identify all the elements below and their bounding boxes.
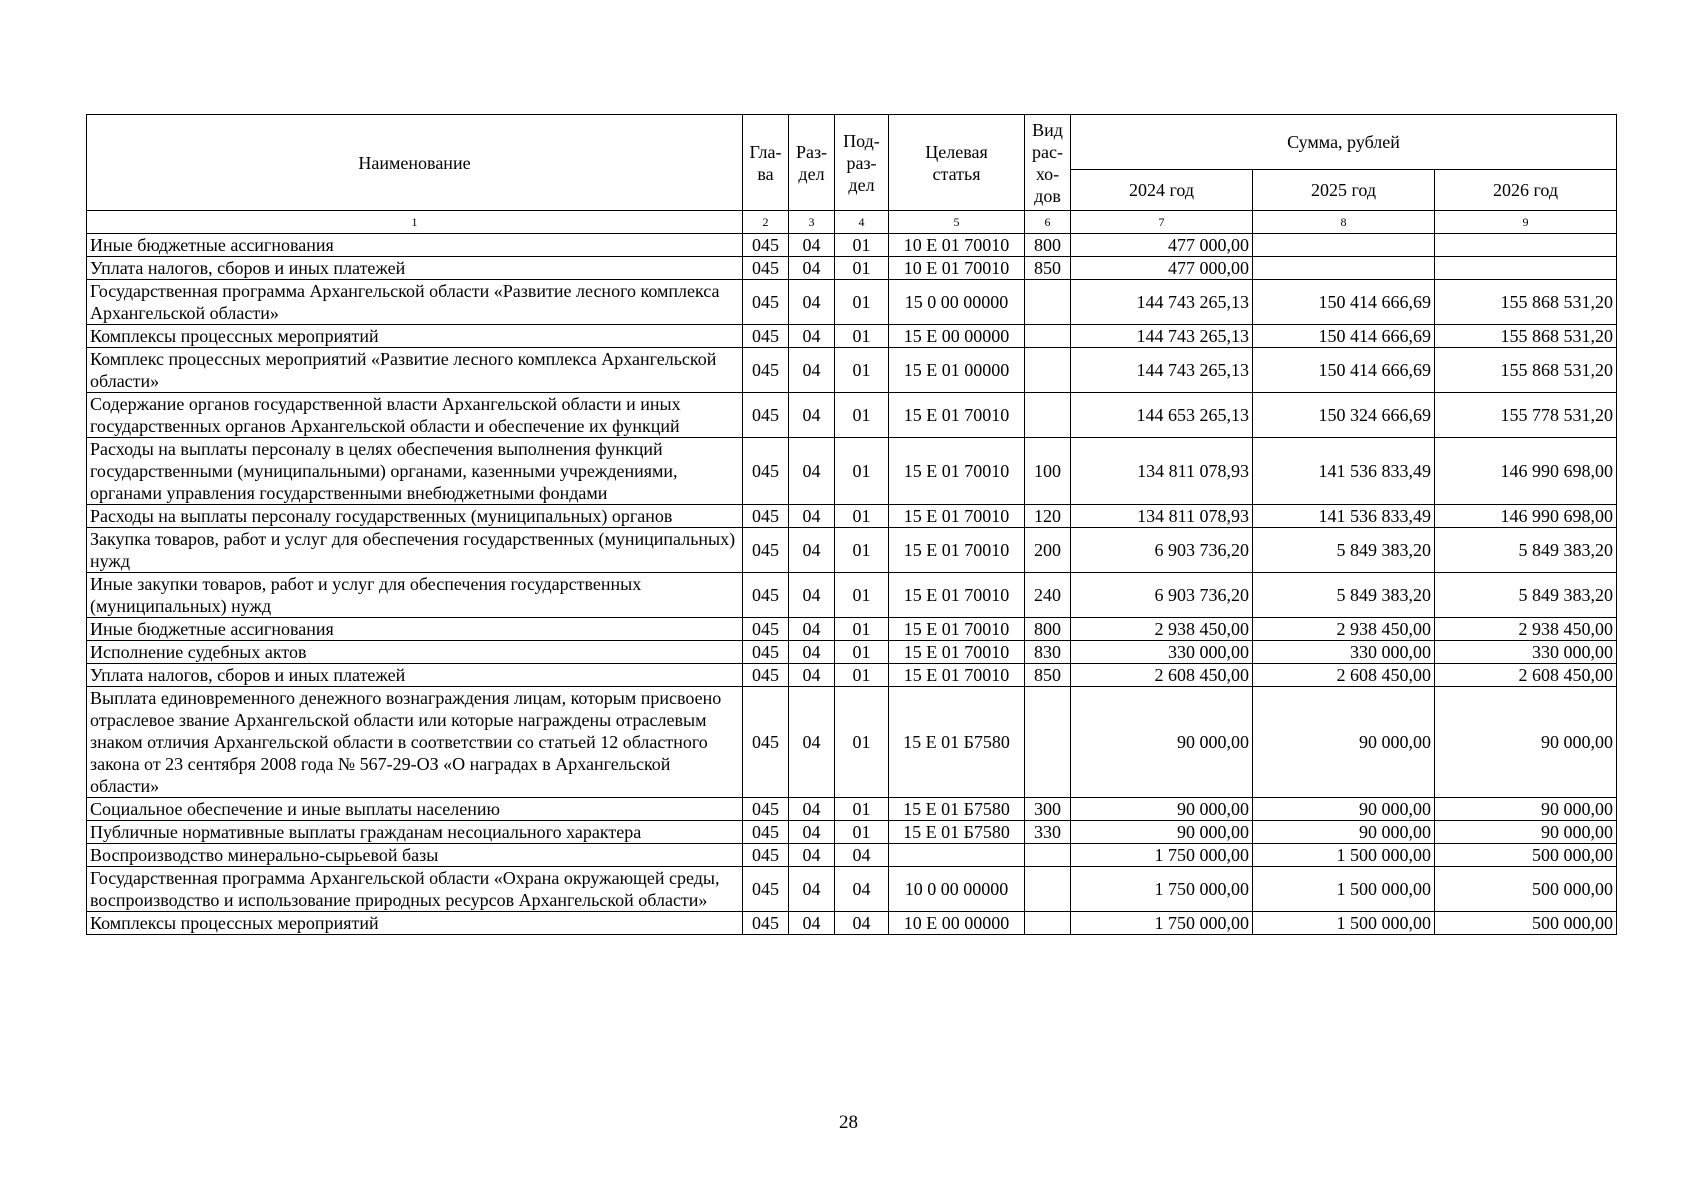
header-year-2025: 2025 год [1253, 170, 1435, 211]
table-row [87, 325, 1617, 348]
cell-amount-2025: 150 414 666,69 [1253, 325, 1435, 348]
cell-name: Уплата налогов, сборов и иных платежей [87, 664, 743, 687]
cell-amount-2026: 146 990 698,00 [1435, 505, 1617, 528]
cell-section: 04 [789, 641, 835, 664]
cell-subsection: 04 [835, 844, 889, 867]
cell-amount-2026: 5 849 383,20 [1435, 528, 1617, 573]
column-number: 9 [1435, 211, 1617, 234]
cell-expense-type [1025, 844, 1071, 867]
header-chapter: Гла- ва [743, 115, 789, 211]
cell-amount-2026: 500 000,00 [1435, 844, 1617, 867]
cell-target: 15 Е 01 Б7580 [889, 821, 1025, 844]
cell-amount-2025: 150 414 666,69 [1253, 348, 1435, 393]
cell-name: Закупка товаров, работ и услуг для обеспечения государственных (муниципальных) нужд [87, 528, 743, 573]
cell-target: 15 Е 01 70010 [889, 438, 1025, 505]
cell-chapter: 045 [743, 257, 789, 280]
cell-section: 04 [789, 257, 835, 280]
cell-amount-2024: 144 743 265,13 [1071, 280, 1253, 325]
cell-amount-2026: 146 990 698,00 [1435, 438, 1617, 505]
cell-amount-2025: 141 536 833,49 [1253, 438, 1435, 505]
cell-name: Воспроизводство минерально-сырьевой базы [87, 844, 743, 867]
table-row [87, 505, 1617, 528]
cell-amount-2024: 90 000,00 [1071, 687, 1253, 798]
cell-expense-type: 300 [1025, 798, 1071, 821]
cell-amount-2024: 134 811 078,93 [1071, 438, 1253, 505]
cell-subsection: 04 [835, 912, 889, 935]
cell-expense-type: 100 [1025, 438, 1071, 505]
cell-chapter: 045 [743, 348, 789, 393]
table-body [87, 234, 1617, 935]
cell-target: 10 Е 00 00000 [889, 912, 1025, 935]
cell-section: 04 [789, 687, 835, 798]
cell-chapter: 045 [743, 573, 789, 618]
cell-name: Расходы на выплаты персоналу государственных (муниципальных) органов [87, 505, 743, 528]
cell-target: 15 Е 00 00000 [889, 325, 1025, 348]
cell-amount-2025: 5 849 383,20 [1253, 528, 1435, 573]
cell-subsection: 01 [835, 641, 889, 664]
header-name: Наименование [87, 115, 743, 211]
cell-target: 15 0 00 00000 [889, 280, 1025, 325]
column-number: 3 [789, 211, 835, 234]
table-row [87, 912, 1617, 935]
column-number: 4 [835, 211, 889, 234]
cell-section: 04 [789, 844, 835, 867]
table-row [87, 528, 1617, 573]
cell-expense-type: 800 [1025, 618, 1071, 641]
cell-amount-2026: 500 000,00 [1435, 867, 1617, 912]
cell-amount-2024: 2 608 450,00 [1071, 664, 1253, 687]
cell-subsection: 01 [835, 821, 889, 844]
cell-chapter: 045 [743, 821, 789, 844]
cell-expense-type [1025, 348, 1071, 393]
cell-target: 15 Е 01 Б7580 [889, 687, 1025, 798]
table-row [87, 798, 1617, 821]
cell-target: 15 Е 01 70010 [889, 641, 1025, 664]
column-number: 2 [743, 211, 789, 234]
cell-chapter: 045 [743, 505, 789, 528]
cell-amount-2024: 330 000,00 [1071, 641, 1253, 664]
cell-section: 04 [789, 867, 835, 912]
header-subsection: Под- раз- дел [835, 115, 889, 211]
header-year-2024: 2024 год [1071, 170, 1253, 211]
cell-amount-2026: 90 000,00 [1435, 798, 1617, 821]
cell-section: 04 [789, 912, 835, 935]
cell-amount-2025: 5 849 383,20 [1253, 573, 1435, 618]
cell-target: 15 Е 01 70010 [889, 505, 1025, 528]
cell-section: 04 [789, 573, 835, 618]
cell-amount-2026: 500 000,00 [1435, 912, 1617, 935]
cell-section: 04 [789, 280, 835, 325]
cell-subsection: 01 [835, 393, 889, 438]
cell-amount-2025: 2 938 450,00 [1253, 618, 1435, 641]
header-year-2026: 2026 год [1435, 170, 1617, 211]
cell-amount-2025: 90 000,00 [1253, 821, 1435, 844]
cell-target: 15 Е 01 70010 [889, 618, 1025, 641]
cell-amount-2026: 90 000,00 [1435, 821, 1617, 844]
header-target: Целевая статья [889, 115, 1025, 211]
cell-section: 04 [789, 438, 835, 505]
cell-chapter: 045 [743, 234, 789, 257]
cell-amount-2026: 330 000,00 [1435, 641, 1617, 664]
cell-name: Иные бюджетные ассигнования [87, 234, 743, 257]
cell-subsection: 04 [835, 867, 889, 912]
cell-chapter: 045 [743, 641, 789, 664]
cell-amount-2024: 90 000,00 [1071, 821, 1253, 844]
table-row [87, 664, 1617, 687]
cell-chapter: 045 [743, 844, 789, 867]
table-row [87, 687, 1617, 798]
cell-chapter: 045 [743, 687, 789, 798]
cell-chapter: 045 [743, 280, 789, 325]
cell-expense-type [1025, 912, 1071, 935]
cell-expense-type: 800 [1025, 234, 1071, 257]
cell-subsection: 01 [835, 280, 889, 325]
header-row [87, 115, 1617, 170]
cell-amount-2024: 1 750 000,00 [1071, 912, 1253, 935]
table-row [87, 618, 1617, 641]
cell-name: Исполнение судебных актов [87, 641, 743, 664]
cell-section: 04 [789, 505, 835, 528]
cell-section: 04 [789, 528, 835, 573]
table-row [87, 234, 1617, 257]
cell-subsection: 01 [835, 687, 889, 798]
cell-chapter: 045 [743, 867, 789, 912]
cell-amount-2025: 150 414 666,69 [1253, 280, 1435, 325]
cell-amount-2024: 144 743 265,13 [1071, 348, 1253, 393]
cell-name: Государственная программа Архангельской области «Охрана окружающей среды, воспроизводство и использование природных ресурсов Архангельской области» [87, 867, 743, 912]
header-expense-type: Вид рас- хо- дов [1025, 115, 1071, 211]
cell-subsection: 01 [835, 528, 889, 573]
cell-section: 04 [789, 798, 835, 821]
cell-subsection: 01 [835, 573, 889, 618]
cell-target [889, 844, 1025, 867]
table-row [87, 280, 1617, 325]
cell-amount-2024: 90 000,00 [1071, 798, 1253, 821]
cell-expense-type [1025, 393, 1071, 438]
cell-target: 15 Е 01 00000 [889, 348, 1025, 393]
cell-name: Расходы на выплаты персоналу в целях обеспечения выполнения функций государственными (муниципальными) органами, казенными учреждениями, органами управления государственными внебюджетными фондами [87, 438, 743, 505]
cell-amount-2024: 144 653 265,13 [1071, 393, 1253, 438]
budget-table [86, 114, 1617, 935]
cell-name: Публичные нормативные выплаты гражданам несоциального характера [87, 821, 743, 844]
cell-amount-2024: 6 903 736,20 [1071, 528, 1253, 573]
cell-amount-2024: 1 750 000,00 [1071, 867, 1253, 912]
column-number: 5 [889, 211, 1025, 234]
cell-name: Выплата единовременного денежного вознаграждения лицам, которым присвоено отраслевое звание Архангельской области или которые награждены отраслевым знаком отличия Архангельской области в соответствии со статьей 12 областного закона от 23 сентября 2008 года № 567-29-ОЗ «О наградах в Архангельской области» [87, 687, 743, 798]
cell-amount-2026: 90 000,00 [1435, 687, 1617, 798]
cell-amount-2026: 155 868 531,20 [1435, 325, 1617, 348]
column-number: 6 [1025, 211, 1071, 234]
table-row [87, 438, 1617, 505]
cell-chapter: 045 [743, 664, 789, 687]
cell-amount-2025: 141 536 833,49 [1253, 505, 1435, 528]
cell-target: 15 Е 01 70010 [889, 393, 1025, 438]
cell-expense-type [1025, 280, 1071, 325]
cell-name: Комплекс процессных мероприятий «Развитие лесного комплекса Архангельской области» [87, 348, 743, 393]
cell-subsection: 01 [835, 438, 889, 505]
cell-target: 10 0 00 00000 [889, 867, 1025, 912]
cell-amount-2026: 2 608 450,00 [1435, 664, 1617, 687]
cell-amount-2025: 90 000,00 [1253, 687, 1435, 798]
page-number: 28 [839, 1112, 858, 1133]
cell-chapter: 045 [743, 798, 789, 821]
cell-target: 15 Е 01 70010 [889, 664, 1025, 687]
cell-expense-type: 850 [1025, 257, 1071, 280]
cell-amount-2025 [1253, 234, 1435, 257]
table-row [87, 257, 1617, 280]
cell-section: 04 [789, 325, 835, 348]
cell-expense-type [1025, 867, 1071, 912]
cell-chapter: 045 [743, 528, 789, 573]
cell-amount-2024: 2 938 450,00 [1071, 618, 1253, 641]
cell-section: 04 [789, 618, 835, 641]
cell-section: 04 [789, 664, 835, 687]
cell-amount-2024: 1 750 000,00 [1071, 844, 1253, 867]
cell-amount-2026 [1435, 257, 1617, 280]
cell-name: Иные бюджетные ассигнования [87, 618, 743, 641]
cell-target: 10 Е 01 70010 [889, 257, 1025, 280]
cell-target: 15 Е 01 Б7580 [889, 798, 1025, 821]
cell-chapter: 045 [743, 325, 789, 348]
cell-amount-2026: 155 778 531,20 [1435, 393, 1617, 438]
cell-name: Уплата налогов, сборов и иных платежей [87, 257, 743, 280]
cell-subsection: 01 [835, 505, 889, 528]
cell-name: Комплексы процессных мероприятий [87, 912, 743, 935]
header-sum: Сумма, рублей [1071, 115, 1617, 170]
column-number: 1 [87, 211, 743, 234]
cell-expense-type: 240 [1025, 573, 1071, 618]
cell-name: Содержание органов государственной власти Архангельской области и иных государственных органов Архангельской области и обеспечение их функций [87, 393, 743, 438]
cell-amount-2025: 1 500 000,00 [1253, 844, 1435, 867]
cell-subsection: 01 [835, 325, 889, 348]
cell-chapter: 045 [743, 912, 789, 935]
table-row [87, 573, 1617, 618]
cell-expense-type: 120 [1025, 505, 1071, 528]
cell-subsection: 01 [835, 348, 889, 393]
cell-target: 15 Е 01 70010 [889, 573, 1025, 618]
cell-amount-2024: 134 811 078,93 [1071, 505, 1253, 528]
cell-name: Иные закупки товаров, работ и услуг для обеспечения государственных (муниципальных) нужд [87, 573, 743, 618]
header-section: Раз- дел [789, 115, 835, 211]
cell-amount-2026: 2 938 450,00 [1435, 618, 1617, 641]
cell-amount-2025: 2 608 450,00 [1253, 664, 1435, 687]
cell-target: 10 Е 01 70010 [889, 234, 1025, 257]
cell-subsection: 01 [835, 664, 889, 687]
cell-expense-type: 200 [1025, 528, 1071, 573]
table-row [87, 844, 1617, 867]
table-row [87, 867, 1617, 912]
column-numbers-row [87, 211, 1617, 234]
cell-section: 04 [789, 234, 835, 257]
cell-amount-2025 [1253, 257, 1435, 280]
cell-name: Социальное обеспечение и иные выплаты населению [87, 798, 743, 821]
column-number: 8 [1253, 211, 1435, 234]
cell-chapter: 045 [743, 618, 789, 641]
cell-amount-2025: 150 324 666,69 [1253, 393, 1435, 438]
table-row [87, 393, 1617, 438]
table-row [87, 348, 1617, 393]
cell-target: 15 Е 01 70010 [889, 528, 1025, 573]
cell-section: 04 [789, 348, 835, 393]
cell-amount-2024: 477 000,00 [1071, 257, 1253, 280]
cell-section: 04 [789, 393, 835, 438]
cell-expense-type [1025, 325, 1071, 348]
cell-amount-2026 [1435, 234, 1617, 257]
cell-amount-2026: 5 849 383,20 [1435, 573, 1617, 618]
cell-name: Государственная программа Архангельской области «Развитие лесного комплекса Архангельской области» [87, 280, 743, 325]
cell-subsection: 01 [835, 234, 889, 257]
cell-amount-2025: 1 500 000,00 [1253, 912, 1435, 935]
cell-expense-type: 850 [1025, 664, 1071, 687]
cell-amount-2025: 90 000,00 [1253, 798, 1435, 821]
cell-amount-2025: 330 000,00 [1253, 641, 1435, 664]
column-number: 7 [1071, 211, 1253, 234]
cell-amount-2024: 477 000,00 [1071, 234, 1253, 257]
cell-chapter: 045 [743, 438, 789, 505]
cell-chapter: 045 [743, 393, 789, 438]
cell-expense-type: 330 [1025, 821, 1071, 844]
cell-expense-type: 830 [1025, 641, 1071, 664]
table-row [87, 641, 1617, 664]
cell-amount-2024: 144 743 265,13 [1071, 325, 1253, 348]
cell-amount-2024: 6 903 736,20 [1071, 573, 1253, 618]
cell-amount-2026: 155 868 531,20 [1435, 280, 1617, 325]
cell-name: Комплексы процессных мероприятий [87, 325, 743, 348]
cell-subsection: 01 [835, 257, 889, 280]
cell-amount-2025: 1 500 000,00 [1253, 867, 1435, 912]
cell-amount-2026: 155 868 531,20 [1435, 348, 1617, 393]
table-row [87, 821, 1617, 844]
cell-subsection: 01 [835, 618, 889, 641]
cell-expense-type [1025, 687, 1071, 798]
cell-section: 04 [789, 821, 835, 844]
cell-subsection: 01 [835, 798, 889, 821]
